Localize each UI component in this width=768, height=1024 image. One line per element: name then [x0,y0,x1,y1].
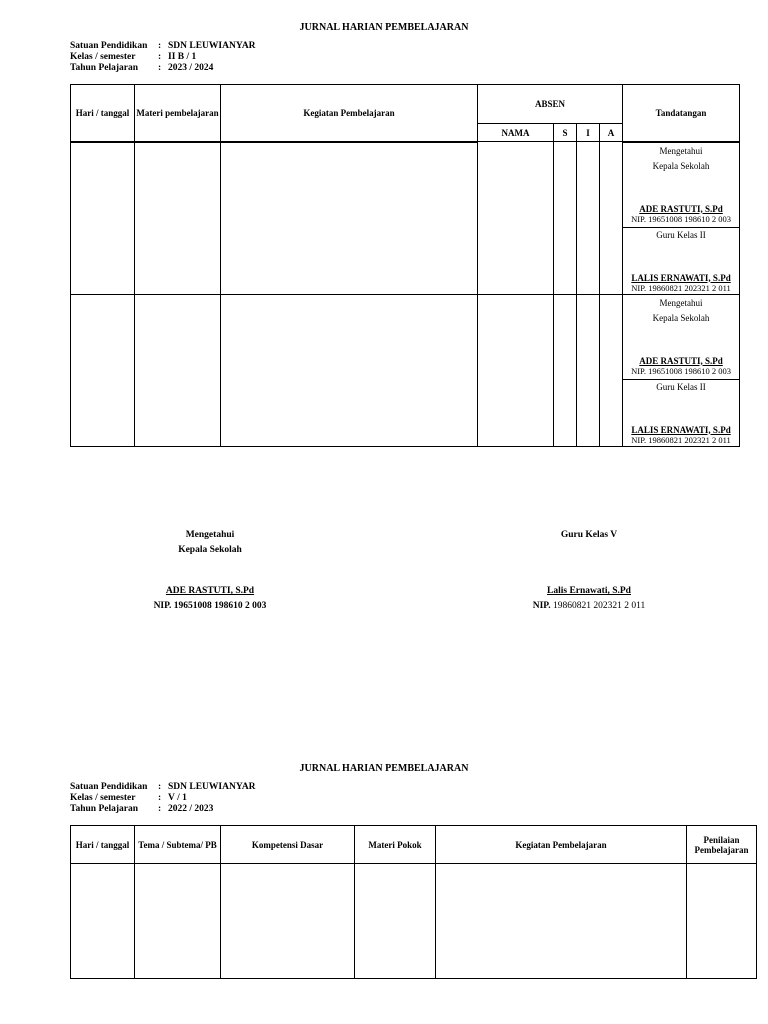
meta-row: Kelas / semester : V / 1 [70,793,187,803]
cell-i [577,294,600,446]
signature-cell [623,294,740,446]
sig-mengetahui: Mengetahui [659,297,703,308]
cell-kegiatan [221,142,478,295]
meta-label: Tahun Pelajaran [70,63,139,73]
meta-value: V / 1 [168,793,187,803]
footer-guru-role: Guru Kelas V [560,530,618,540]
sig-kepala-role: Kepala Sekolah [652,160,710,171]
header-materi: Materi pembelajaran [135,85,221,142]
sig-kepala-nip: NIP. 19651008 198610 2 003 [631,213,731,224]
sig-guru-role: Guru Kelas II [656,381,706,392]
footer-kepala-role: Kepala Sekolah [178,545,242,555]
cell-materi [135,294,221,446]
meta-label: Satuan Pendidikan [70,782,148,792]
cell-hari [71,142,135,295]
journal1-meta [70,41,256,74]
table-row [71,864,757,979]
meta-row: Tahun Pelajaran : 2022 / 2023 [70,804,214,814]
sig-kepala-name: ADE RASTUTI, S.Pd [639,355,723,366]
sig-kepala-name: ADE RASTUTI, S.Pd [639,203,723,214]
header-a: A [600,124,623,142]
meta-value: SDN LEUWIANYAR [168,41,256,51]
meta-row: Satuan Pendidikan : SDN LEUWIANYAR [70,41,256,51]
header-hari: Hari / tanggal [71,85,135,142]
cell-penilaian [687,864,757,979]
cell-kompetensi [221,864,355,979]
footer-left-signature [110,528,310,614]
sig-guru-name: LALIS ERNAWATI, S.Pd [631,424,731,435]
cell-hari [71,864,135,979]
journal2-meta [70,782,256,815]
sig-guru-role: Guru Kelas II [656,229,706,240]
footer-right-signature [489,528,689,614]
header-kompetensi: Kompetensi Dasar [221,826,355,864]
meta-label: Tahun Pelajaran [70,804,139,814]
journal2-table [70,825,757,979]
table-row [71,142,740,295]
cell-kegiatan [436,864,687,979]
header-tandatangan: Tandatangan [623,85,740,142]
cell-tema [135,864,221,979]
sig-kepala-nip: NIP. 19651008 198610 2 003 [631,365,731,376]
sig-guru-nip: NIP. 19860821 202321 2 011 [631,282,731,293]
footer-guru-name: Lalis Ernawati, S.Pd [547,586,631,596]
footer-kepala-nip: NIP. 19651008 198610 2 003 [153,601,267,611]
sig-guru-name: LALIS ERNAWATI, S.Pd [631,272,731,283]
meta-label: Kelas / semester [70,793,136,803]
header-penilaian: Penilaian Pembelajaran [687,826,757,864]
cell-materi [135,142,221,295]
cell-a [600,142,623,295]
header-kegiatan: Kegiatan Pembelajaran [221,85,478,142]
cell-nama [478,142,554,295]
meta-value: 2023 / 2024 [168,63,214,73]
footer-nip-value: 19860821 202321 2 011 [552,601,646,611]
table-row [71,294,740,446]
journal1-title: JURNAL HARIAN PEMBELAJARAN [299,22,469,33]
sig-kepala-role: Kepala Sekolah [652,312,710,323]
header-materi-pokok: Materi Pokok [355,826,436,864]
header-nama: NAMA [478,124,554,142]
cell-materi-pokok [355,864,436,979]
header-absen: ABSEN [478,85,623,124]
sig-guru-nip: NIP. 19860821 202321 2 011 [631,434,731,445]
meta-value: 2022 / 2023 [168,804,214,814]
journal2-title: JURNAL HARIAN PEMBELAJARAN [299,763,469,774]
sig-mengetahui: Mengetahui [659,145,703,156]
journal1-table [70,84,740,447]
meta-label: Satuan Pendidikan [70,41,148,51]
meta-row: Tahun Pelajaran : 2023 / 2024 [70,63,214,73]
cell-nama [478,294,554,446]
meta-value: SDN LEUWIANYAR [168,782,256,792]
signature-cell [623,142,740,295]
footer-mengetahui: Mengetahui [185,530,235,540]
header-i: I [577,124,600,142]
header-s: S [554,124,577,142]
meta-value: II B / 1 [168,52,197,62]
meta-row: Satuan Pendidikan : SDN LEUWIANYAR [70,782,256,792]
header-tema: Tema / Subtema/ PB [135,826,221,864]
footer-kepala-name: ADE RASTUTI, S.Pd [165,586,255,596]
cell-i [577,142,600,295]
meta-row: Kelas / semester : II B / 1 [70,52,197,62]
cell-s [554,142,577,295]
header-kegiatan: Kegiatan Pembelajaran [436,826,687,864]
footer-nip-label: NIP. [532,601,551,611]
cell-a [600,294,623,446]
cell-hari [71,294,135,446]
footer-guru-nip [489,599,689,614]
cell-kegiatan [221,294,478,446]
header-hari: Hari / tanggal [71,826,135,864]
cell-s [554,294,577,446]
meta-label: Kelas / semester [70,52,136,62]
